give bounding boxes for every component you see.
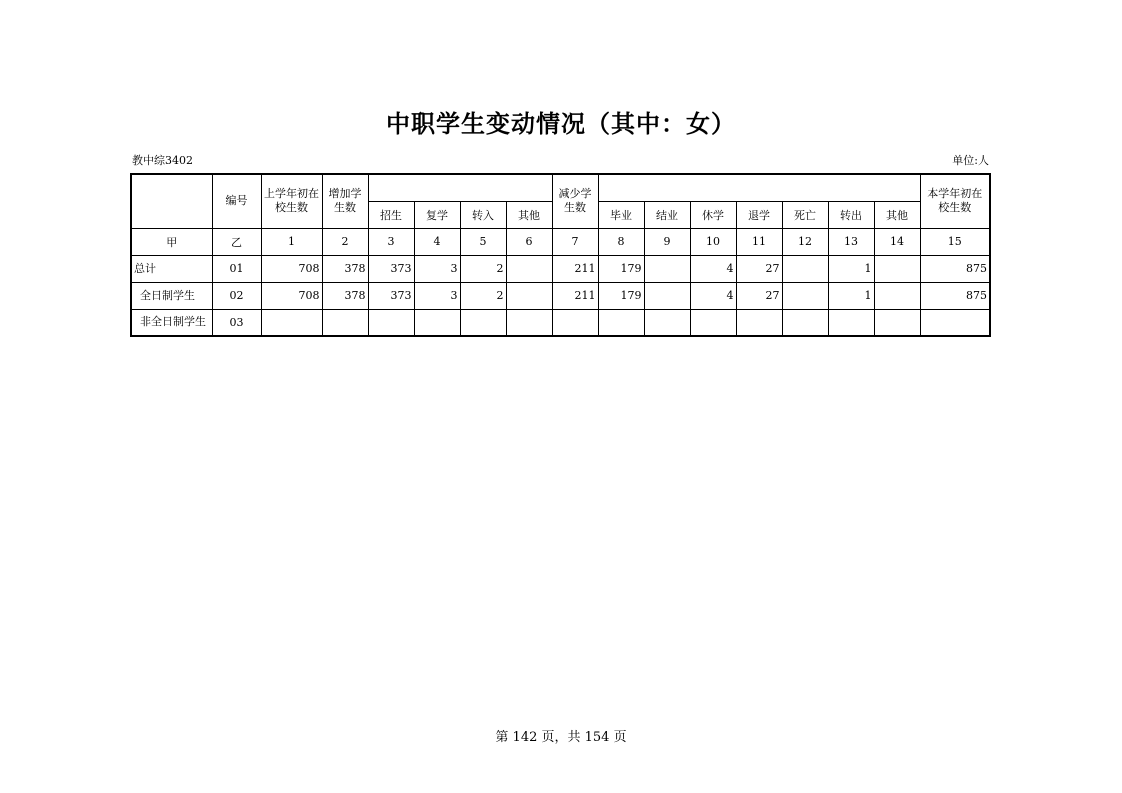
table-row bbox=[131, 255, 990, 282]
table-cell: 179 bbox=[598, 282, 644, 309]
table-cell bbox=[782, 309, 828, 336]
table-cell bbox=[874, 282, 920, 309]
table-cell bbox=[828, 309, 874, 336]
table-cell: 3 bbox=[414, 255, 460, 282]
data-table bbox=[130, 173, 991, 337]
index-cell: 9 bbox=[644, 228, 690, 255]
table-cell bbox=[874, 255, 920, 282]
table-cell: 4 bbox=[690, 255, 736, 282]
table-cell: 2 bbox=[460, 255, 506, 282]
table-row bbox=[131, 282, 990, 309]
table-cell: 373 bbox=[368, 282, 414, 309]
table-cell: 373 bbox=[368, 255, 414, 282]
row-code: 03 bbox=[212, 309, 261, 336]
row-label: 全日制学生 bbox=[131, 282, 212, 309]
index-cell: 14 bbox=[874, 228, 920, 255]
table-cell: 27 bbox=[736, 255, 782, 282]
header-transfer-out: 转出 bbox=[828, 201, 874, 228]
table-cell bbox=[644, 255, 690, 282]
row-label: 非全日制学生 bbox=[131, 309, 212, 336]
table-cell: 3 bbox=[414, 282, 460, 309]
header-increase: 增加学生数 bbox=[322, 174, 368, 228]
table-cell bbox=[460, 309, 506, 336]
index-cell: 15 bbox=[920, 228, 990, 255]
table-cell: 875 bbox=[920, 255, 990, 282]
table-cell bbox=[782, 282, 828, 309]
header-withdraw: 退学 bbox=[736, 201, 782, 228]
form-code: 教中综3402 bbox=[132, 154, 193, 167]
index-cell: 5 bbox=[460, 228, 506, 255]
index-cell: 2 bbox=[322, 228, 368, 255]
table-cell: 708 bbox=[261, 255, 322, 282]
row-code: 02 bbox=[212, 282, 261, 309]
header-transfer-in: 转入 bbox=[460, 201, 506, 228]
header-decrease: 减少学生数 bbox=[552, 174, 598, 228]
table-cell bbox=[644, 309, 690, 336]
header-other-dec: 其他 bbox=[874, 201, 920, 228]
index-cell: 4 bbox=[414, 228, 460, 255]
header-start-count: 上学年初在校生数 bbox=[261, 174, 322, 228]
unit-label: 单位:人 bbox=[952, 154, 989, 167]
index-cell: 8 bbox=[598, 228, 644, 255]
table-cell: 2 bbox=[460, 282, 506, 309]
index-cell: 乙 bbox=[212, 228, 261, 255]
header-increase-group bbox=[368, 174, 552, 201]
index-cell: 3 bbox=[368, 228, 414, 255]
table-cell bbox=[782, 255, 828, 282]
table-cell bbox=[552, 309, 598, 336]
table-cell bbox=[261, 309, 322, 336]
index-cell: 甲 bbox=[131, 228, 212, 255]
page-footer: 第 142 页，共 154 页 bbox=[495, 730, 627, 745]
table-cell bbox=[506, 255, 552, 282]
header-suspend: 休学 bbox=[690, 201, 736, 228]
table-cell: 211 bbox=[552, 282, 598, 309]
header-resume: 复学 bbox=[414, 201, 460, 228]
row-code: 01 bbox=[212, 255, 261, 282]
table-cell bbox=[368, 309, 414, 336]
table-row bbox=[131, 309, 990, 336]
index-row bbox=[131, 228, 990, 255]
table-cell bbox=[598, 309, 644, 336]
table-cell: 211 bbox=[552, 255, 598, 282]
table-cell: 179 bbox=[598, 255, 644, 282]
table-cell bbox=[322, 309, 368, 336]
index-cell: 12 bbox=[782, 228, 828, 255]
table-cell bbox=[644, 282, 690, 309]
header-other-inc: 其他 bbox=[506, 201, 552, 228]
page-title: 中职学生变动情况（其中：女） bbox=[386, 110, 736, 138]
row-label: 总计 bbox=[131, 255, 212, 282]
index-cell: 13 bbox=[828, 228, 874, 255]
header-graduate: 毕业 bbox=[598, 201, 644, 228]
header-complete: 结业 bbox=[644, 201, 690, 228]
table-cell: 1 bbox=[828, 282, 874, 309]
table-cell: 4 bbox=[690, 282, 736, 309]
header-enroll: 招生 bbox=[368, 201, 414, 228]
table-cell: 27 bbox=[736, 282, 782, 309]
index-cell: 11 bbox=[736, 228, 782, 255]
table-cell: 875 bbox=[920, 282, 990, 309]
table-cell bbox=[414, 309, 460, 336]
index-cell: 7 bbox=[552, 228, 598, 255]
table-cell bbox=[506, 282, 552, 309]
index-cell: 10 bbox=[690, 228, 736, 255]
header-blank bbox=[131, 174, 212, 228]
table-cell bbox=[690, 309, 736, 336]
table-cell: 378 bbox=[322, 255, 368, 282]
index-cell: 6 bbox=[506, 228, 552, 255]
table-cell bbox=[736, 309, 782, 336]
table-cell bbox=[920, 309, 990, 336]
header-decrease-group bbox=[598, 174, 920, 201]
table-cell bbox=[506, 309, 552, 336]
table-cell: 708 bbox=[261, 282, 322, 309]
table-cell: 378 bbox=[322, 282, 368, 309]
header-end-count: 本学年初在校生数 bbox=[920, 174, 990, 228]
table-cell: 1 bbox=[828, 255, 874, 282]
header-death: 死亡 bbox=[782, 201, 828, 228]
header-serial: 编号 bbox=[212, 174, 261, 228]
index-cell: 1 bbox=[261, 228, 322, 255]
table-cell bbox=[874, 309, 920, 336]
